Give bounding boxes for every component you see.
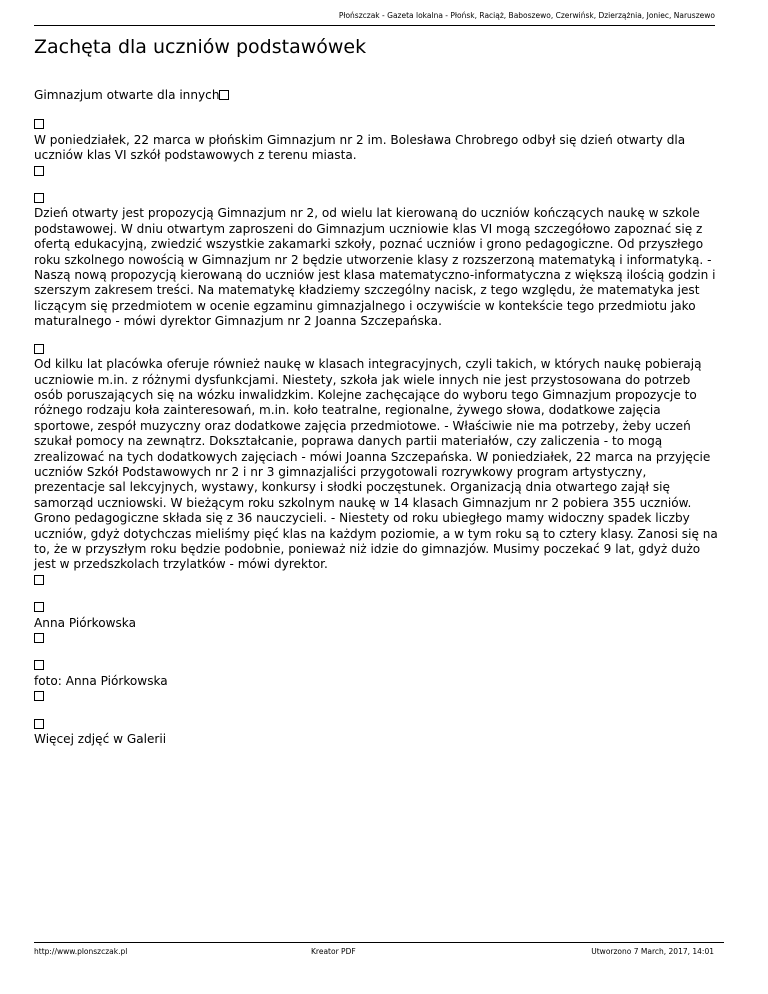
missing-glyph-icon [34, 193, 44, 203]
article-author [34, 600, 718, 646]
article-lead [34, 88, 718, 103]
lead-text: Gimnazjum otwarte dla innych [34, 88, 220, 102]
paragraph-text: Dzień otwarty jest propozycją Gimnazjum nr 2, od wielu lat kierowaną do uczniów kończących naukę w szkole podstawowej. W dniu otwartym zaproszeni do Gimnazjum uczniowie klas VI mogą szczegółowo zapoznać się z ofertą edukacyjną, zwiedzić wszystkie zakamarki szkoły, poznać uczniów i grono pedagogiczne. Od przyszłego roku szkolnego nowością w Gimnazjum nr 2 będzie utworzenie klasy z rozszerzoną matematyką i informatyką. - Naszą nową propozycją kierowaną do uczniów jest klasa matematyczno-informatyczna z większą ilością godzin i szerszym zakresem treści. Na matematykę kładziemy szczególny nacisk, z tego względu, że matematyka jest liczącym się przedmiotem w ocenie egzaminu gimnazjalnego i oczywiście w kontekście tego przedmiotu jako maturalnego - mówi dyrektor Gimnazjum nr 2 Joanna Szczepańska. [34, 206, 716, 329]
missing-glyph-icon [34, 660, 44, 670]
gallery-link [34, 717, 718, 748]
article-body [34, 88, 718, 747]
header-text: Płońszczak - Gazeta lokalna - Płońsk, Raciąż, Baboszewo, Czerwińsk, Dzierzążnia, Joniec, Naruszewo [338, 11, 715, 20]
page-header [34, 10, 715, 26]
missing-glyph-icon [34, 166, 44, 176]
missing-glyph-icon [34, 602, 44, 612]
article-paragraph [34, 117, 718, 179]
gallery-link-text: Więcej zdjęć w Galerii [34, 732, 167, 747]
footer-generator: Kreator PDF [311, 947, 356, 956]
article-title: Zachęta dla uczniów podstawówek [34, 36, 367, 58]
missing-glyph-icon [219, 90, 229, 100]
paragraph-text: W poniedziałek, 22 marca w płońskim Gimnazjum nr 2 im. Bolesława Chrobrego odbył się dzień otwarty dla uczniów klas VI szkół podstawowych z terenu miasta. [34, 132, 686, 163]
missing-glyph-icon [34, 719, 44, 729]
footer-created: Utworzono 7 March, 2017, 14:01 [591, 947, 714, 956]
page-footer [34, 942, 724, 958]
missing-glyph-icon [34, 344, 44, 354]
missing-glyph-icon [34, 633, 44, 643]
article-paragraph [34, 191, 718, 330]
footer-url: http://www.plonszczak.pl [34, 947, 128, 956]
article-paragraph [34, 342, 718, 589]
paragraph-text: Od kilku lat placówka oferuje również naukę w klasach integracyjnych, czyli takich, w których naukę pobierają uczniowie m.in. z różnymi dysfunkcjami. Niestety, szkoła jak wiele innych nie jest przystosowana do potrzeb osób poruszających się na wózku inwalidzkim. Kolejne zachęcające do wyboru tego Gimnazjum propozycje to różnego rodzaju koła zainteresowań, m.in. koło teatralne, regionalne, żywego słowa, dodatkowe zajęcia sportowe, zespół muzyczny oraz dodatkowe zajęcia przedmiotowe. - Właściwie nie ma potrzeby, żeby uczeń szukał pomocy na zewnątrz. Dokształcanie, poprawa danych partii materiałów, czy zaliczenia - to mogą zrealizować na tych dodatkowych zajęciach - mówi Joanna Szczepańska. W poniedziałek, 22 marca na przyjęcie uczniów Szkół Podstawowych nr 2 i nr 3 gimnazjaliści przygotowali rozrywkowy program artystyczny, prezentacje sal lekcyjnych, wystawy, konkursy i słodki poczęstunek. Organizacją dnia otwartego zajął się samorząd uczniowski. W bieżącym roku szkolnym naukę w 14 klasach Gimnazjum nr 2 pobiera 355 uczniów. Grono pedagogiczne składa się z 36 nauczycieli. - Niestety od roku ubiegłego mamy widoczny spadek liczby uczniów, gdyż dotychczas mieliśmy pięć klas na każdym poziomie, a w tym roku są to cztery klasy. Zanosi się na to, że w przyszłym roku będzie podobnie, ponieważ niż idzie do gimnazjów. Musimy poczekać 9 lat, gdyż dużo jest w przedszkolach trzylatków - mówi dyrektor. [34, 357, 718, 572]
missing-glyph-icon [34, 119, 44, 129]
photo-credit-text: foto: Anna Piórkowska [34, 673, 168, 688]
photo-credit [34, 658, 718, 704]
author-name: Anna Piórkowska [34, 615, 136, 630]
missing-glyph-icon [34, 575, 44, 585]
missing-glyph-icon [34, 691, 44, 701]
